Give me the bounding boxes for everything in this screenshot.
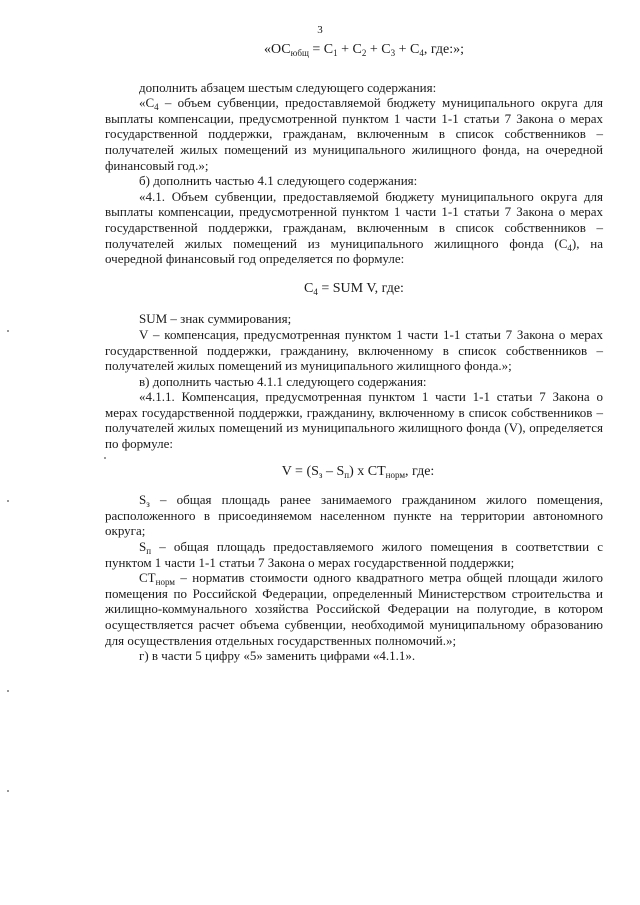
scan-artifact	[7, 330, 9, 332]
paragraph-g-part-5: г) в части 5 цифру «5» заменить цифрами «4.1.1».	[139, 648, 416, 664]
paragraph-v-definition: V – компенсация, предусмотренная пунктом 1 части 1-1 статьи 7 Закона о мерах государственной поддержки, гражданину, включенному в список собственников – получателей жилых помещений из муниципального жилищного фонда.»;	[105, 326, 603, 374]
scan-artifact	[7, 690, 9, 692]
paragraph-b-add-4-1: б) дополнить частью 4.1 следующего содержания:	[139, 173, 418, 189]
page-number: 3	[317, 24, 323, 36]
definition-s-z: $S_з$ – общая площадь ранее занимаемого гражданином жилого помещения, расположенного в присоединяемом населенном пункте на территории автономного округа;	[105, 492, 603, 539]
formula-c4-sum: $С_4$ = SUM V, где:	[304, 280, 404, 297]
paragraph-4-1-text: «4.1. Объем субвенции, предоставляемой бюджету муниципального округа для выплаты компенсации, предусмотренной пунктом 1 части 1-1 статьи 7 Закона о мерах государственной поддержки, гражданам, включенным в список собственников – получателей жилых помещений из муниципального жилищного фонда $(С_4)$, на очередной финансовый год определяется по формуле:	[105, 188, 603, 267]
document-body	[105, 40, 603, 664]
paragraph-sum-definition: SUM – знак суммирования;	[139, 311, 292, 327]
paragraph-add-sixth: дополнить абзацем шестым следующего содержания:	[139, 79, 437, 95]
paragraph-v-add-4-1-1: в) дополнить частью 4.1.1 следующего содержания:	[139, 373, 427, 389]
definition-s-p: $S_п$ – общая площадь предоставляемого жилого помещения в соответствии с пунктом 1 части 1-1 статьи 7 Закона о мерах государственной поддержки;	[105, 539, 603, 570]
paragraph-c4-definition: «$С_4$ – объем субвенции, предоставляемой бюджету муниципального округа для выплаты компенсации, предусмотренной пунктом 1 части 1-1 статьи 7 Закона о мерах государственной поддержки, гражданам, включенным в список собственников – получателей жилых помещений из муниципального жилищного фонда, на очередной финансовый год.»;	[105, 95, 603, 173]
scan-artifact	[7, 790, 9, 792]
formula-osobshch: «$ОС_{юбщ} = С_1 + С_2 + С_3 + С_4$, где:»;	[264, 42, 464, 58]
formula-v-compensation: $V = (S_з - S_п)$ х $СТ_{норм}$, где:	[281, 463, 435, 480]
paragraph-4-1-1-text: «4.1.1. Компенсация, предусмотренная пунктом 1 части 1-1 статьи 7 Закона о мерах государственной поддержки, гражданину, включенному в список собственников – получателей жилых помещений из муниципального жилищного фонда (V), определяется по формуле:	[105, 389, 603, 452]
scan-artifact	[7, 500, 9, 502]
definition-st-norm: $СТ_{норм}$ – норматив стоимости одного квадратного метра общей площади жилого помещения по Российской Федерации, определенный Министерством строительства и жилищно-коммунального хозяйства Российской Федерации на полугодие, в котором осуществляется расчет объема субвенции, необходимой муниципальному образованию для осуществления отдельных государственных полномочий.»;	[105, 570, 603, 648]
